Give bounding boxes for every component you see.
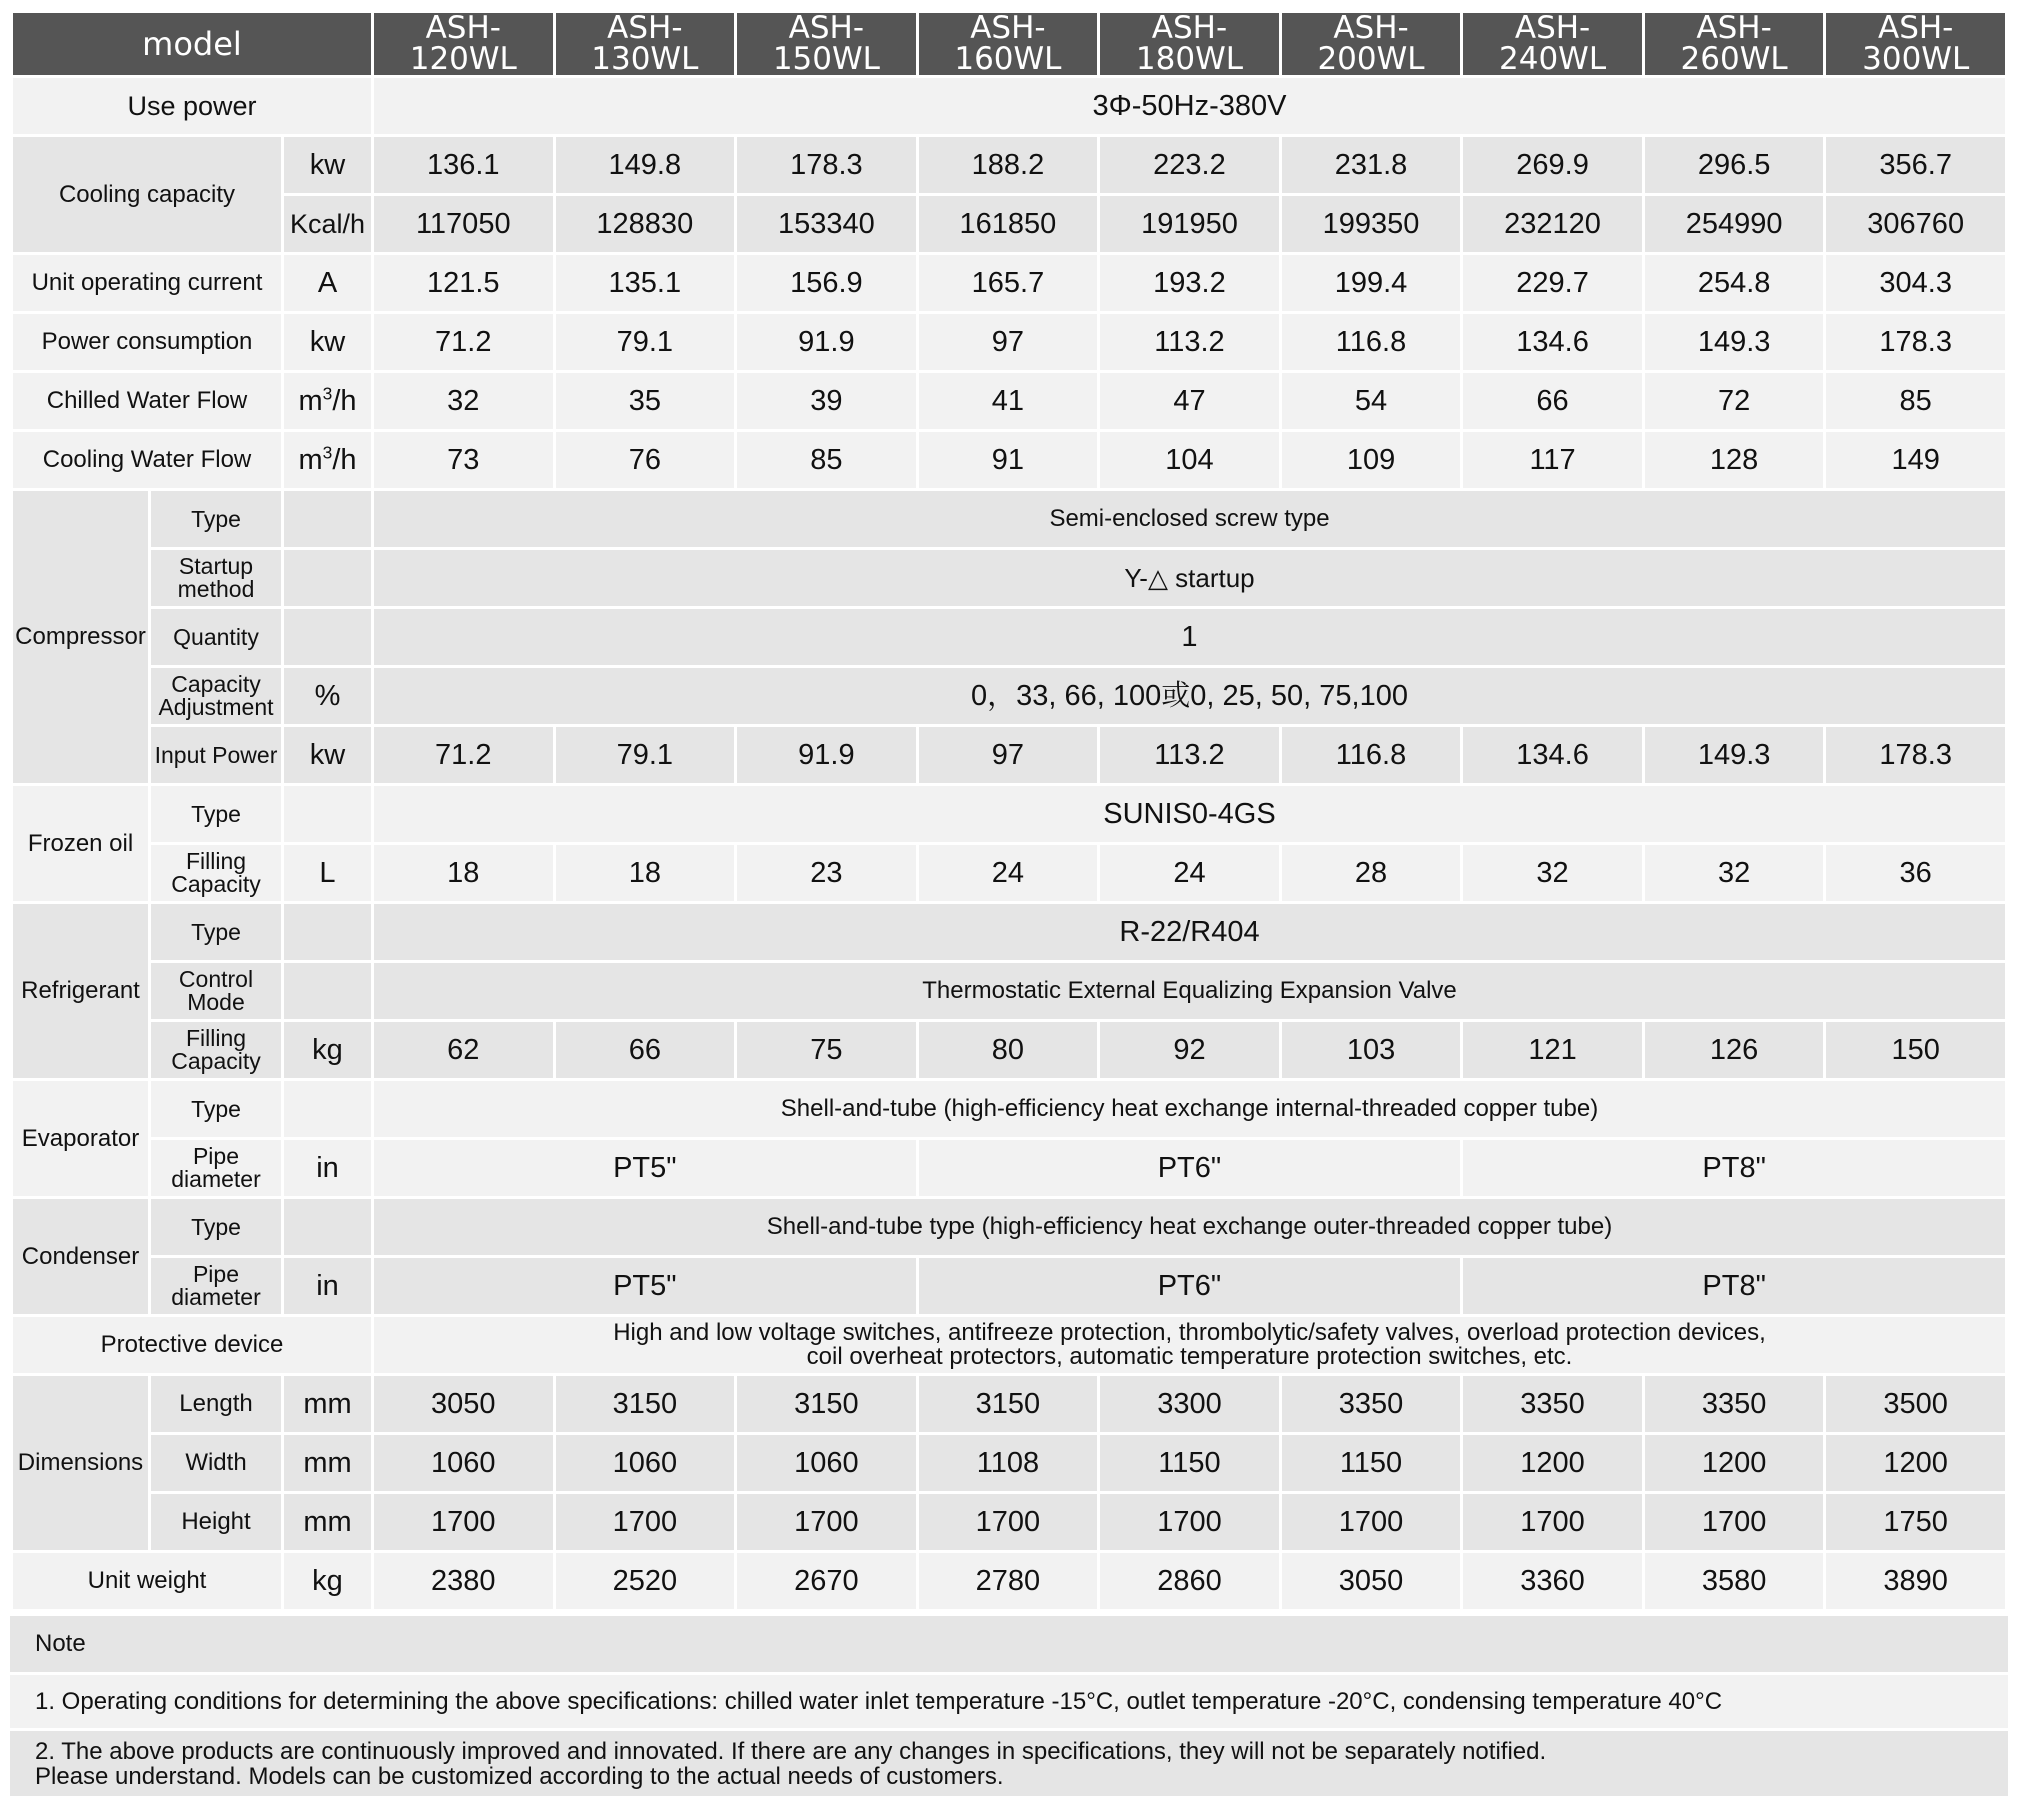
value-cell: 232120 <box>1463 196 1642 252</box>
value-cell: 121 <box>1463 1022 1642 1078</box>
cooling-capacity-kcal-row <box>13 196 2005 252</box>
value-cell: 80 <box>919 1022 1098 1078</box>
value-cell: 47 <box>1100 373 1279 429</box>
value-cell: 91.9 <box>737 314 916 370</box>
condenser-label: Condenser <box>13 1199 148 1314</box>
unit-cell: mm <box>284 1435 371 1491</box>
power-consumption-row <box>13 314 2005 370</box>
value-cell: 1700 <box>1463 1494 1642 1550</box>
value-cell: 1700 <box>374 1494 553 1550</box>
value-cell: 24 <box>1100 845 1279 901</box>
value-cell: 1700 <box>556 1494 735 1550</box>
value-cell: PT5" <box>374 1140 916 1196</box>
unit-cell: kw <box>284 314 371 370</box>
protective-device-value: High and low voltage switches, antifreeze protection, thrombolytic/safety valves, overload protection devices, coil overheat protectors, automatic temperature protection switches, etc. <box>374 1317 2005 1373</box>
operating-current-row <box>13 255 2005 311</box>
value-cell: 85 <box>1826 373 2005 429</box>
sub-label: Height <box>151 1494 281 1550</box>
value-cell: 97 <box>919 314 1098 370</box>
evaporator-label: Evaporator <box>13 1081 148 1196</box>
value-cell: 134.6 <box>1463 314 1642 370</box>
condenser-type-value: Shell-and-tube type (high-efficiency heat exchange outer-threaded copper tube) <box>374 1199 2005 1255</box>
value-cell: PT5" <box>374 1258 916 1314</box>
value-cell: 178.3 <box>1826 314 2005 370</box>
value-cell: 193.2 <box>1100 255 1279 311</box>
unit-cell: mm <box>284 1494 371 1550</box>
value-cell: 79.1 <box>556 727 735 783</box>
unit-cell <box>284 491 371 547</box>
value-cell: 92 <box>1100 1022 1279 1078</box>
value-cell: 3360 <box>1463 1553 1642 1609</box>
unit-cell: $m^3/h$ <box>284 432 371 488</box>
value-cell: 199.4 <box>1282 255 1461 311</box>
value-cell: 269.9 <box>1463 137 1642 193</box>
value-cell: 117050 <box>374 196 553 252</box>
unit-cell <box>284 1081 371 1137</box>
value-cell: 72 <box>1645 373 1824 429</box>
refrigerant-filling-row <box>13 1022 2005 1078</box>
model-name: ASH-260WL <box>1645 13 1824 75</box>
model-name: ASH-150WL <box>737 13 916 75</box>
unit-cell <box>284 963 371 1019</box>
compressor-type-value: Semi-enclosed screw type <box>374 491 2005 547</box>
unit-cell <box>284 1199 371 1255</box>
value-cell: 91 <box>919 432 1098 488</box>
value-cell: 296.5 <box>1645 137 1824 193</box>
note-2 <box>10 1731 2008 1796</box>
value-cell: 149.8 <box>556 137 735 193</box>
value-cell: 1060 <box>556 1435 735 1491</box>
value-cell: 199350 <box>1282 196 1461 252</box>
value-cell: 3050 <box>1282 1553 1461 1609</box>
value-cell: 231.8 <box>1282 137 1461 193</box>
compressor-type-row <box>13 491 2005 547</box>
value-cell: 32 <box>374 373 553 429</box>
value-cell: 3580 <box>1645 1553 1824 1609</box>
value-cell: 128 <box>1645 432 1824 488</box>
value-cell: 116.8 <box>1282 727 1461 783</box>
value-cell: 149.3 <box>1645 727 1824 783</box>
spec-table <box>10 10 2008 1612</box>
value-cell: 3350 <box>1282 1376 1461 1432</box>
unit-cell: A <box>284 255 371 311</box>
unit-cell: kw <box>284 727 371 783</box>
value-cell: 254.8 <box>1645 255 1824 311</box>
value-cell: 165.7 <box>919 255 1098 311</box>
model-name: ASH-300WL <box>1826 13 2005 75</box>
condenser-pipe-row <box>13 1258 2005 1314</box>
note-2-line-1: 2. The above products are continuously improved and innovated. If there are any changes in specifications, they will not be separately notified. <box>35 1737 1547 1765</box>
compressor-label: Compressor <box>13 491 148 783</box>
compressor-quantity-value: 1 <box>374 609 2005 665</box>
unit-cell: kw <box>284 137 371 193</box>
value-cell: 2670 <box>737 1553 916 1609</box>
value-cell: PT8" <box>1463 1140 2005 1196</box>
row-label: Chilled Water Flow <box>13 373 281 429</box>
row-label: Unit operating current <box>13 255 281 311</box>
dimensions-height-row <box>13 1494 2005 1550</box>
value-cell: 191950 <box>1100 196 1279 252</box>
value-cell: 24 <box>919 845 1098 901</box>
condenser-type-row <box>13 1199 2005 1255</box>
value-cell: 1700 <box>1645 1494 1824 1550</box>
value-cell: 36 <box>1826 845 2005 901</box>
use-power-value: 3Φ-50Hz-380V <box>374 78 2005 134</box>
sub-label: Type <box>151 904 281 960</box>
protective-device-row <box>13 1317 2005 1373</box>
model-label: model <box>13 13 371 75</box>
value-cell: 3150 <box>556 1376 735 1432</box>
value-cell: 109 <box>1282 432 1461 488</box>
value-cell: 62 <box>374 1022 553 1078</box>
value-cell: 1750 <box>1826 1494 2005 1550</box>
unit-cell <box>284 904 371 960</box>
unit-cell: $m^3/h$ <box>284 373 371 429</box>
value-cell: 1150 <box>1100 1435 1279 1491</box>
value-cell: 35 <box>556 373 735 429</box>
value-cell: 32 <box>1463 845 1642 901</box>
value-cell: PT8" <box>1463 1258 2005 1314</box>
value-cell: 39 <box>737 373 916 429</box>
value-cell: 117 <box>1463 432 1642 488</box>
value-cell: 2520 <box>556 1553 735 1609</box>
value-cell: 306760 <box>1826 196 2005 252</box>
frozen-oil-filling-row <box>13 845 2005 901</box>
unit-cell <box>284 550 371 606</box>
sub-label: Length <box>151 1376 281 1432</box>
sub-label: Filling Capacity <box>151 845 281 901</box>
value-cell: 126 <box>1645 1022 1824 1078</box>
sub-label: Pipe diameter <box>151 1140 281 1196</box>
compressor-startup-row <box>13 550 2005 606</box>
value-cell: 41 <box>919 373 1098 429</box>
sub-label: Pipe diameter <box>151 1258 281 1314</box>
value-cell: 2780 <box>919 1553 1098 1609</box>
value-cell: 113.2 <box>1100 727 1279 783</box>
value-cell: 1060 <box>374 1435 553 1491</box>
frozen-oil-type-row <box>13 786 2005 842</box>
value-cell: 1200 <box>1463 1435 1642 1491</box>
value-cell: 3150 <box>919 1376 1098 1432</box>
refrigerant-label: Refrigerant <box>13 904 148 1078</box>
refrigerant-type-value: R-22/R404 <box>374 904 2005 960</box>
refrigerant-control-value: Thermostatic External Equalizing Expansion Valve <box>374 963 2005 1019</box>
unit-cell <box>284 609 371 665</box>
value-cell: 188.2 <box>919 137 1098 193</box>
value-cell: 229.7 <box>1463 255 1642 311</box>
value-cell: 103 <box>1282 1022 1461 1078</box>
use-power-label: Use power <box>13 78 371 134</box>
refrigerant-type-row <box>13 904 2005 960</box>
unit-cell: in <box>284 1258 371 1314</box>
notes-title: Note <box>10 1616 2008 1672</box>
value-cell: 23 <box>737 845 916 901</box>
value-cell: 153340 <box>737 196 916 252</box>
value-cell: 1060 <box>737 1435 916 1491</box>
evaporator-type-row <box>13 1081 2005 1137</box>
value-cell: 304.3 <box>1826 255 2005 311</box>
value-cell: 128830 <box>556 196 735 252</box>
sub-label: Quantity <box>151 609 281 665</box>
frozen-oil-label: Frozen oil <box>13 786 148 901</box>
compressor-quantity-row <box>13 609 2005 665</box>
value-cell: 136.1 <box>374 137 553 193</box>
compressor-capacity-value: 0，33, 66, 100或0, 25, 50, 75,100 <box>374 668 2005 724</box>
value-cell: 79.1 <box>556 314 735 370</box>
model-name: ASH-240WL <box>1463 13 1642 75</box>
value-cell: 3350 <box>1463 1376 1642 1432</box>
value-cell: 1200 <box>1826 1435 2005 1491</box>
value-cell: 121.5 <box>374 255 553 311</box>
note-2-line-2: Please understand. Models can be customized according to the actual needs of customers. <box>35 1762 1004 1790</box>
value-cell: 2380 <box>374 1553 553 1609</box>
value-cell: 75 <box>737 1022 916 1078</box>
value-cell: 1200 <box>1645 1435 1824 1491</box>
sub-label: Startup method <box>151 550 281 606</box>
value-cell: 3150 <box>737 1376 916 1432</box>
cooling-water-flow-row <box>13 432 2005 488</box>
value-cell: 1700 <box>1282 1494 1461 1550</box>
value-cell: 1150 <box>1282 1435 1461 1491</box>
sub-label: Type <box>151 1081 281 1137</box>
value-cell: 104 <box>1100 432 1279 488</box>
value-cell: 113.2 <box>1100 314 1279 370</box>
value-cell: 18 <box>556 845 735 901</box>
compressor-capacity-row <box>13 668 2005 724</box>
compressor-input-power-row <box>13 727 2005 783</box>
value-cell: 178.3 <box>1826 727 2005 783</box>
model-name: ASH-180WL <box>1100 13 1279 75</box>
value-cell: 116.8 <box>1282 314 1461 370</box>
value-cell: 76 <box>556 432 735 488</box>
cooling-capacity-label: Cooling capacity <box>13 137 281 252</box>
value-cell: 161850 <box>919 196 1098 252</box>
dimensions-length-row <box>13 1376 2005 1432</box>
chilled-water-flow-row <box>13 373 2005 429</box>
dimensions-width-row <box>13 1435 2005 1491</box>
unit-cell: L <box>284 845 371 901</box>
unit-weight-row <box>13 1553 2005 1609</box>
value-cell: 97 <box>919 727 1098 783</box>
use-power-row <box>13 78 2005 134</box>
value-cell: 150 <box>1826 1022 2005 1078</box>
unit-cell: mm <box>284 1376 371 1432</box>
value-cell: 3890 <box>1826 1553 2005 1609</box>
model-name: ASH-200WL <box>1282 13 1461 75</box>
value-cell: 66 <box>556 1022 735 1078</box>
sub-label: Filling Capacity <box>151 1022 281 1078</box>
value-cell: 3300 <box>1100 1376 1279 1432</box>
value-cell: 66 <box>1463 373 1642 429</box>
notes-section <box>10 1616 2008 1799</box>
dimensions-label: Dimensions <box>13 1376 148 1550</box>
cooling-capacity-kw-row <box>13 137 2005 193</box>
row-label: Protective device <box>13 1317 371 1373</box>
sub-label: Input Power <box>151 727 281 783</box>
sub-label: Type <box>151 1199 281 1255</box>
value-cell: 71.2 <box>374 727 553 783</box>
value-cell: 135.1 <box>556 255 735 311</box>
value-cell: 54 <box>1282 373 1461 429</box>
refrigerant-control-row <box>13 963 2005 1019</box>
value-cell: 3050 <box>374 1376 553 1432</box>
value-cell: 254990 <box>1645 196 1824 252</box>
unit-cell: % <box>284 668 371 724</box>
row-label: Unit weight <box>13 1553 281 1609</box>
model-name: ASH-130WL <box>556 13 735 75</box>
compressor-startup-value: Y-△ startup <box>374 550 2005 606</box>
value-cell: 149.3 <box>1645 314 1824 370</box>
frozen-oil-type-value: SUNIS0-4GS <box>374 786 2005 842</box>
model-name: ASH-120WL <box>374 13 553 75</box>
sub-label: Type <box>151 491 281 547</box>
value-cell: 91.9 <box>737 727 916 783</box>
value-cell: PT6" <box>919 1140 1461 1196</box>
model-name: ASH-160WL <box>919 13 1098 75</box>
evaporator-pipe-row <box>13 1140 2005 1196</box>
value-cell: 32 <box>1645 845 1824 901</box>
value-cell: 73 <box>374 432 553 488</box>
value-cell: 3500 <box>1826 1376 2005 1432</box>
value-cell: 2860 <box>1100 1553 1279 1609</box>
value-cell: 1700 <box>1100 1494 1279 1550</box>
value-cell: 356.7 <box>1826 137 2005 193</box>
value-cell: 1108 <box>919 1435 1098 1491</box>
value-cell: 149 <box>1826 432 2005 488</box>
sub-label: Control Mode <box>151 963 281 1019</box>
note-1: 1. Operating conditions for determining the above specifications: chilled water inlet temperature -15°C, outlet temperature -20°C, condensing temperature 40°C <box>10 1675 2008 1728</box>
row-label: Cooling Water Flow <box>13 432 281 488</box>
unit-cell: Kcal/h <box>284 196 371 252</box>
value-cell: 1700 <box>737 1494 916 1550</box>
value-cell: 28 <box>1282 845 1461 901</box>
value-cell: 85 <box>737 432 916 488</box>
value-cell: 178.3 <box>737 137 916 193</box>
unit-cell: kg <box>284 1553 371 1609</box>
evaporator-type-value: Shell-and-tube (high-efficiency heat exchange internal-threaded copper tube) <box>374 1081 2005 1137</box>
value-cell: 18 <box>374 845 553 901</box>
value-cell: 156.9 <box>737 255 916 311</box>
header-row <box>13 13 2005 75</box>
unit-cell: in <box>284 1140 371 1196</box>
sub-label: Type <box>151 786 281 842</box>
row-label: Power consumption <box>13 314 281 370</box>
value-cell: 3350 <box>1645 1376 1824 1432</box>
sub-label: Width <box>151 1435 281 1491</box>
unit-cell: kg <box>284 1022 371 1078</box>
unit-cell <box>284 786 371 842</box>
value-cell: 1700 <box>919 1494 1098 1550</box>
value-cell: PT6" <box>919 1258 1461 1314</box>
value-cell: 134.6 <box>1463 727 1642 783</box>
sub-label: Capacity Adjustment <box>151 668 281 724</box>
value-cell: 223.2 <box>1100 137 1279 193</box>
value-cell: 71.2 <box>374 314 553 370</box>
